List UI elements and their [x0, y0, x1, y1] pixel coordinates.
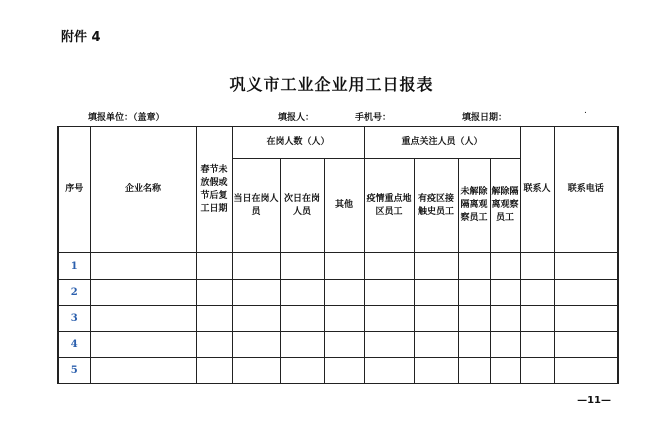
header-company-name: 企业名称: [90, 127, 196, 253]
table-cell[interactable]: [280, 305, 324, 331]
table-cell[interactable]: [196, 279, 232, 305]
table-cell[interactable]: [232, 253, 280, 279]
header-resume-date: 春节未放假或节后复工日期: [196, 127, 232, 253]
table-cell[interactable]: [324, 279, 364, 305]
table-cell[interactable]: [490, 305, 520, 331]
row-number: 4: [58, 331, 90, 357]
header-contact-person: 联系人: [520, 127, 554, 253]
row-number: 3: [58, 305, 90, 331]
header-contact-history-staff: 有疫区接触史员工: [414, 159, 458, 253]
table-cell[interactable]: [232, 357, 280, 383]
table-cell[interactable]: [364, 331, 414, 357]
table-cell[interactable]: [520, 357, 554, 383]
table-row: [58, 305, 618, 331]
table-row: [58, 253, 618, 279]
trailing-dot: .: [584, 106, 587, 116]
table-cell[interactable]: [324, 253, 364, 279]
phone-label: 手机号：: [355, 113, 392, 123]
table-cell[interactable]: [280, 279, 324, 305]
table-cell[interactable]: [232, 279, 280, 305]
table-cell[interactable]: [414, 279, 458, 305]
table-cell[interactable]: [364, 305, 414, 331]
table-cell[interactable]: [520, 331, 554, 357]
table-cell[interactable]: [520, 279, 554, 305]
report-table: [57, 126, 619, 384]
header-onduty-group: 在岗人数（人）: [232, 127, 364, 159]
table-cell[interactable]: [490, 331, 520, 357]
table-cell[interactable]: [554, 253, 618, 279]
table-cell[interactable]: [458, 305, 490, 331]
attachment-label: 附件 4: [61, 30, 101, 45]
table-cell[interactable]: [196, 253, 232, 279]
table-cell[interactable]: [90, 357, 196, 383]
table-cell[interactable]: [520, 305, 554, 331]
table-cell[interactable]: [364, 279, 414, 305]
header-epidemic-area-staff: 疫情重点地区员工: [364, 159, 414, 253]
table-cell[interactable]: [364, 357, 414, 383]
table-cell[interactable]: [458, 357, 490, 383]
header-nextday-onduty: 次日在岗人员: [280, 159, 324, 253]
table-cell[interactable]: [364, 253, 414, 279]
table-cell[interactable]: [324, 305, 364, 331]
header-contact-phone: 联系电话: [554, 127, 618, 253]
table-cell[interactable]: [280, 331, 324, 357]
table-cell[interactable]: [554, 305, 618, 331]
table-cell[interactable]: [554, 357, 618, 383]
report-title: 巩义市工业企业用工日报表: [229, 75, 434, 94]
unit-label: 填报单位：（盖章）: [88, 113, 165, 123]
table-cell[interactable]: [458, 253, 490, 279]
table-cell[interactable]: [458, 331, 490, 357]
table-cell[interactable]: [520, 253, 554, 279]
row-number: 1: [58, 253, 90, 279]
row-number: 5: [58, 357, 90, 383]
table-cell[interactable]: [196, 357, 232, 383]
table-cell[interactable]: [280, 357, 324, 383]
table-cell[interactable]: [554, 279, 618, 305]
table-cell[interactable]: [554, 331, 618, 357]
header-released-quarantine: 解除隔离观察员工: [490, 159, 520, 253]
table-row: [58, 279, 618, 305]
table-cell[interactable]: [414, 357, 458, 383]
header-other: 其他: [324, 159, 364, 253]
table-cell[interactable]: [196, 331, 232, 357]
table-cell[interactable]: [232, 305, 280, 331]
table-cell[interactable]: [490, 253, 520, 279]
table-cell[interactable]: [196, 305, 232, 331]
table-cell[interactable]: [90, 331, 196, 357]
table-cell[interactable]: [414, 253, 458, 279]
header-seq: 序号: [58, 127, 90, 253]
date-label: 填报日期：: [462, 113, 508, 123]
header-today-onduty: 当日在岗人员: [232, 159, 280, 253]
table-row: [58, 357, 618, 383]
header-focus-group: 重点关注人员（人）: [364, 127, 520, 159]
table-cell[interactable]: [90, 253, 196, 279]
table-cell[interactable]: [414, 305, 458, 331]
table-cell[interactable]: [232, 331, 280, 357]
table-cell[interactable]: [490, 357, 520, 383]
table-cell[interactable]: [324, 331, 364, 357]
page-number: —11—: [577, 395, 611, 406]
table-cell[interactable]: [280, 253, 324, 279]
table-cell[interactable]: [324, 357, 364, 383]
row-number: 2: [58, 279, 90, 305]
table-cell[interactable]: [90, 305, 196, 331]
header-unreleased-quarantine: 未解除隔离观察员工: [458, 159, 490, 253]
table-cell[interactable]: [90, 279, 196, 305]
table-row: [58, 331, 618, 357]
reporter-label: 填报人：: [278, 113, 315, 123]
table-cell[interactable]: [458, 279, 490, 305]
table-cell[interactable]: [490, 279, 520, 305]
table-cell[interactable]: [414, 331, 458, 357]
